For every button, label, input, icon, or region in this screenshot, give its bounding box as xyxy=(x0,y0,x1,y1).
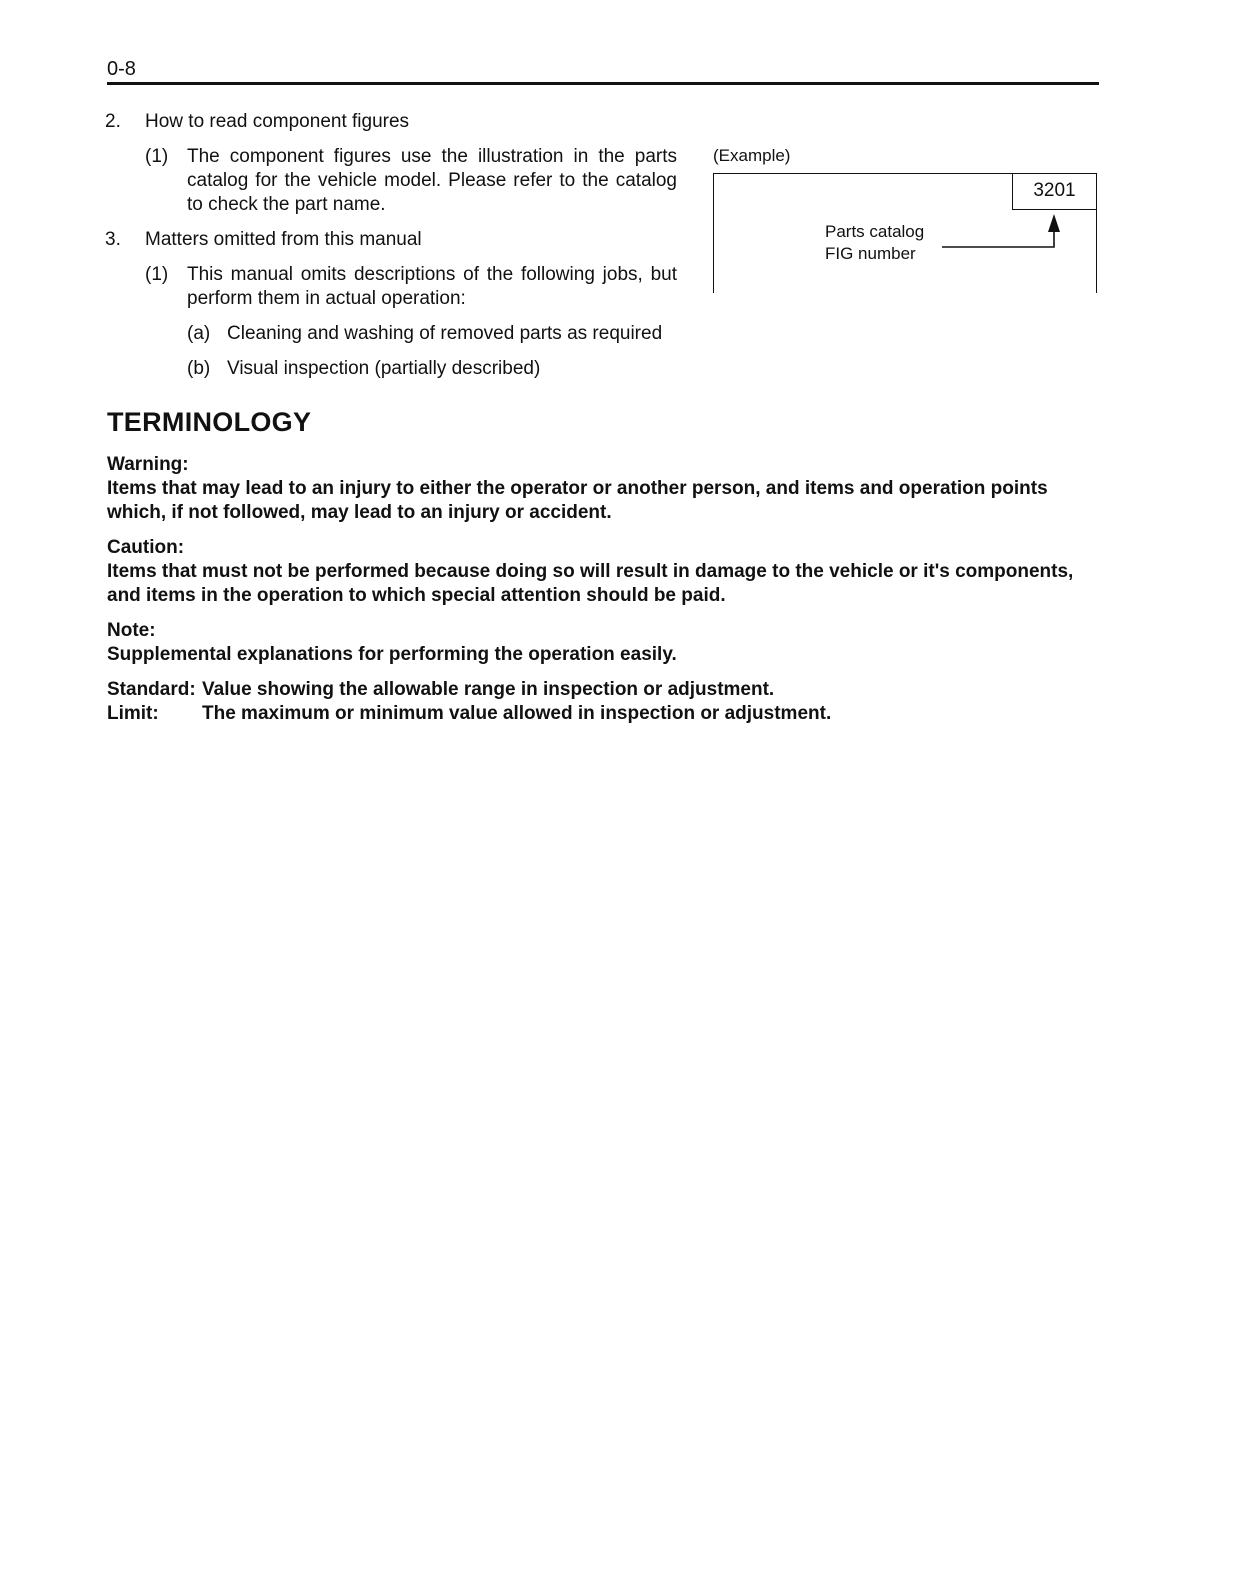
caution-label: Caution: xyxy=(107,537,185,558)
leader-arrow-icon xyxy=(940,160,1070,260)
item-2-sub-1-text: The component figures use the illustration in the parts catalog for the vehicle model. Please refer to the catalog to check the part name. xyxy=(187,146,677,215)
item-2-number: 2. xyxy=(105,111,121,132)
warning-line-2: which, if not followed, may lead to an injury or accident. xyxy=(107,502,612,523)
caution-line-2: and items in the operation to which special attention should be paid. xyxy=(107,585,726,606)
item-3-sub-1-text: This manual omits descriptions of the following jobs, but perform them in actual operation: xyxy=(187,264,677,309)
header-rule xyxy=(107,82,1099,85)
warning-line-1: Items that may lead to an injury to either the operator or another person, and items and operation points xyxy=(107,478,1048,499)
page-number: 0-8 xyxy=(107,58,136,80)
caution-line-1: Items that must not be performed because doing so will result in damage to the vehicle or it's components, xyxy=(107,561,1074,582)
note-text: Supplemental explanations for performing the operation easily. xyxy=(107,644,677,665)
terminology-heading: TERMINOLOGY xyxy=(107,407,312,437)
caution-block xyxy=(107,536,1102,608)
fig-label-line-1: Parts catalog xyxy=(825,222,925,241)
fig-label-line-2: FIG number xyxy=(825,244,916,263)
warning-label: Warning: xyxy=(107,454,189,475)
item-3-title: Matters omitted from this manual xyxy=(145,229,422,250)
standard-label: Standard: xyxy=(107,679,196,700)
standard-row xyxy=(107,678,1102,702)
warning-block xyxy=(107,453,1102,525)
item-2-sub-1-number: (1) xyxy=(145,146,169,167)
fig-number-label xyxy=(825,221,924,265)
standard-text: Value showing the allowable range in inspection or adjustment. xyxy=(202,679,775,700)
note-label: Note: xyxy=(107,620,156,641)
limit-label: Limit: xyxy=(107,703,159,724)
item-3-number: 3. xyxy=(105,229,121,250)
item-3-sub-a-text: Cleaning and washing of removed parts as required xyxy=(227,323,663,344)
example-label: (Example) xyxy=(713,146,791,165)
note-block xyxy=(107,619,1102,667)
limit-row xyxy=(107,702,1102,726)
fig-number-box: 3201 xyxy=(1012,173,1097,210)
item-3-sub-b-text: Visual inspection (partially described) xyxy=(227,358,541,379)
item-2-title: How to read component figures xyxy=(145,111,410,132)
limit-text: The maximum or minimum value allowed in inspection or adjustment. xyxy=(202,703,832,724)
item-3-sub-a-number: (a) xyxy=(187,323,211,344)
item-3-sub-1-number: (1) xyxy=(145,264,169,285)
item-3-sub-b-number: (b) xyxy=(187,358,211,379)
